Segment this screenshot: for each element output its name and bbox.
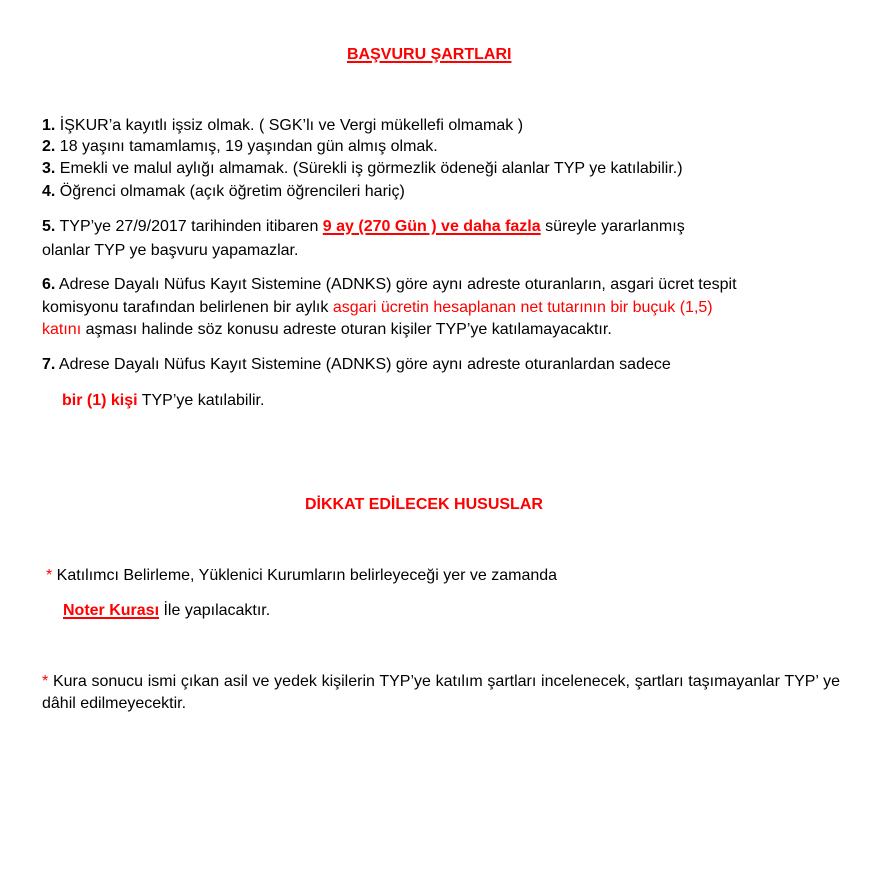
note-2	[42, 671, 840, 715]
list-item	[42, 183, 405, 201]
highlight-text: katını	[42, 321, 82, 338]
item-6-line-1	[42, 276, 737, 294]
item-text: Öğrenci olmamak (açık öğretim öğrencileri hariç)	[55, 183, 405, 200]
item-7-line-1	[42, 356, 671, 374]
item-text: Emekli ve malul aylığı almamak. (Sürekli iş görmezlik ödeneği alanlar TYP ye katılabilir.)	[55, 160, 683, 177]
item-text: aşması halinde söz konusu adreste oturan kişiler TYP’ye katılamayacaktır.	[81, 321, 612, 338]
item-6-line-2	[42, 299, 713, 317]
highlight-text: asgari ücretin hesaplanan net tutarının bir buçuk (1,5)	[332, 299, 713, 316]
item-text: komisyonu tarafından belirlenen bir aylık	[42, 299, 333, 316]
highlight-text: Noter Kurası	[63, 602, 160, 619]
section-title-dikkat-edilecek-hususlar: DİKKAT EDİLECEK HUSUSLAR	[305, 496, 543, 513]
item-number: 2.	[42, 138, 56, 155]
item-text: TYP’ye 27/9/2017 tarihinden itibaren	[55, 218, 323, 235]
item-number: 4.	[42, 183, 56, 200]
item-text: süreyle yararlanmış	[540, 218, 685, 235]
item-number: 3.	[42, 160, 56, 177]
note-text: Kura sonucu ismi çıkan asil ve yedek kişilerin TYP’ye katılım şartları incelenecek, şartları taşımayanlar TYP’ ye dâhil edilmeyecektir.	[42, 673, 840, 712]
item-text: İŞKUR’a kayıtlı işsiz olmak. ( SGK’lı ve Vergi mükellefi olmamak )	[55, 117, 524, 134]
item-number: 1.	[42, 117, 56, 134]
note-text: Katılımcı Belirleme, Yüklenici Kurumların belirleyeceği yer ve zamanda	[52, 567, 558, 584]
item-6-line-3	[42, 321, 612, 339]
item-text: TYP’ye katılabilir.	[137, 392, 265, 409]
asterisk-icon: *	[42, 673, 49, 690]
item-5-line-2: olanlar TYP ye başvuru yapamazlar.	[42, 242, 299, 259]
list-item	[42, 138, 438, 156]
note-1-line-2	[63, 602, 270, 620]
list-item	[42, 160, 683, 178]
asterisk-icon: *	[46, 567, 53, 584]
item-text: Adrese Dayalı Nüfus Kayıt Sistemine (ADNKS) göre aynı adreste oturanların, asgari ücret tespit	[55, 276, 737, 293]
item-number: 7.	[42, 356, 56, 373]
note-text: İle yapılacaktır.	[159, 602, 271, 619]
item-5-line-1	[42, 218, 685, 236]
highlight-text: 9 ay (270 Gün ) ve daha fazla	[322, 218, 541, 235]
note-1-line-1	[46, 567, 557, 585]
item-number: 5.	[42, 218, 56, 235]
item-7-line-2	[62, 392, 264, 410]
highlight-text: bir (1) kişi	[62, 392, 138, 409]
item-text: 18 yaşını tamamlamış, 19 yaşından gün almış olmak.	[55, 138, 438, 155]
item-number: 6.	[42, 276, 56, 293]
section-title-basvuru-sartlari: BAŞVURU ŞARTLARI	[347, 46, 512, 63]
item-text: Adrese Dayalı Nüfus Kayıt Sistemine (ADNKS) göre aynı adreste oturanlardan sadece	[55, 356, 671, 373]
list-item	[42, 117, 523, 135]
